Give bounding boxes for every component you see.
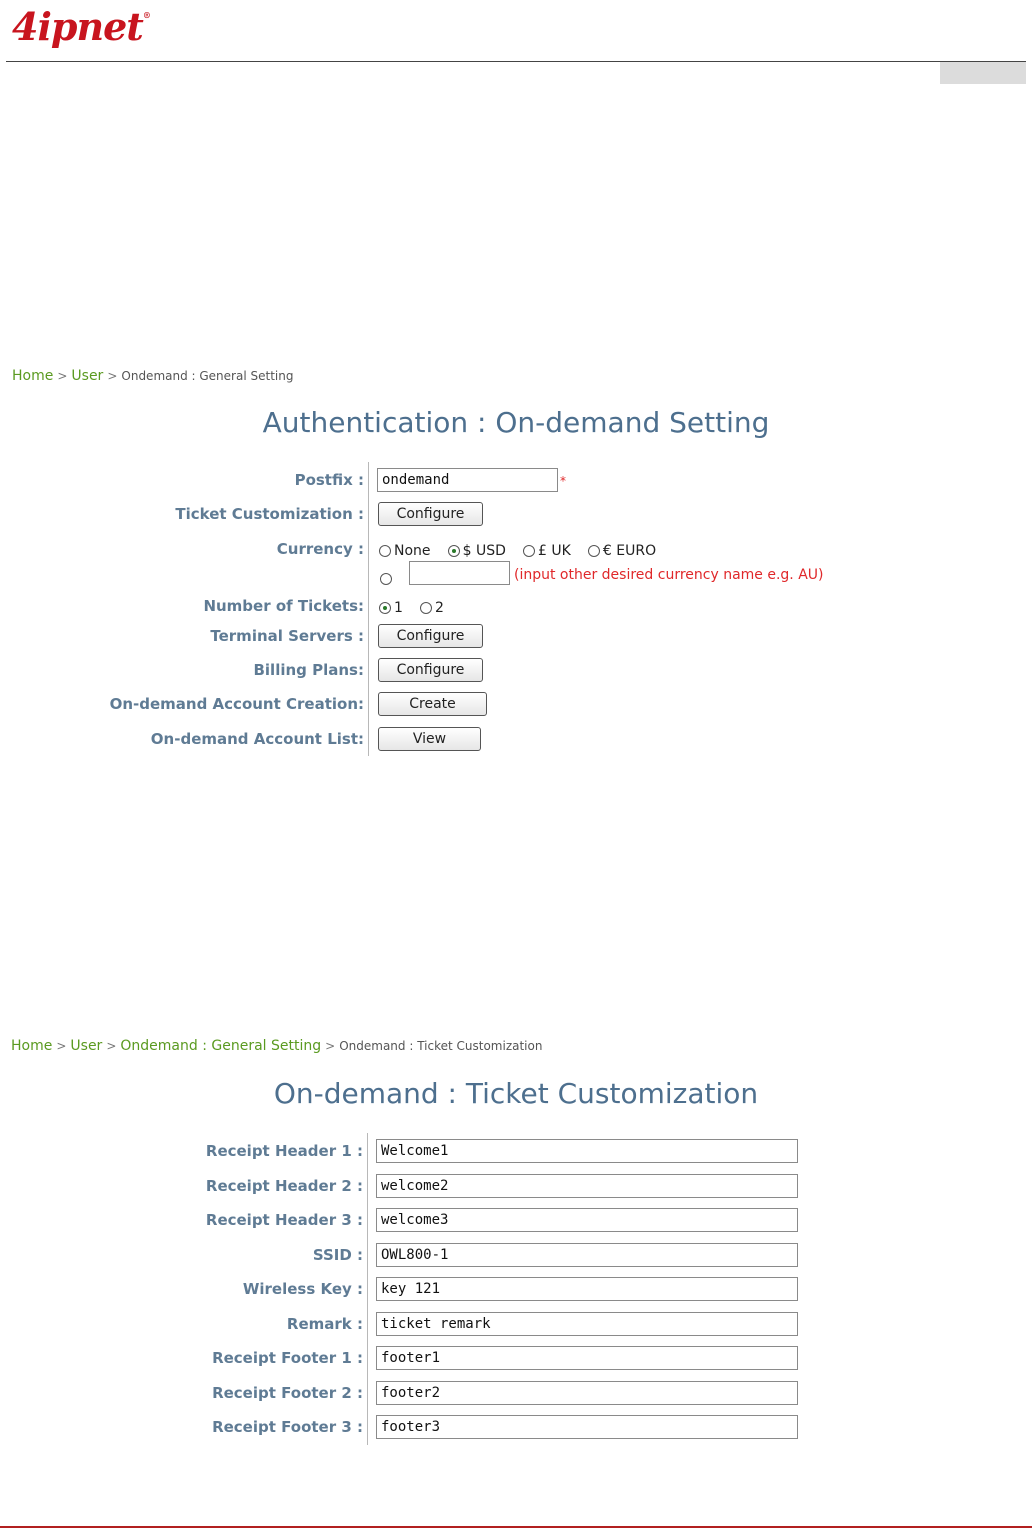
tickets-option-1[interactable]: 1 xyxy=(379,597,403,616)
postfix-label: Postfix : xyxy=(294,471,364,489)
receipt-header-1-label: Receipt Header 1 : xyxy=(205,1142,363,1160)
breadcrumb-home-link[interactable]: Home xyxy=(11,1038,53,1054)
form-divider xyxy=(368,462,369,756)
radio-uk[interactable] xyxy=(523,545,535,557)
radio-usd[interactable] xyxy=(448,545,460,557)
currency-option-none[interactable]: None xyxy=(379,540,431,559)
ssid-input[interactable] xyxy=(376,1243,798,1267)
required-mark: * xyxy=(560,474,566,488)
breadcrumb-home-link[interactable]: Home xyxy=(12,368,54,384)
receipt-header-3-label: Receipt Header 3 : xyxy=(205,1211,363,1229)
page-title: Authentication : On-demand Setting xyxy=(262,406,770,439)
billing-plans-label: Billing Plans: xyxy=(253,661,364,679)
custom-currency-hint: (input other desired currency name e.g. AU) xyxy=(514,567,824,583)
terminal-servers-configure-button[interactable]: Configure xyxy=(378,624,483,648)
radio-euro[interactable] xyxy=(588,545,600,557)
ticket-customization-configure-button[interactable]: Configure xyxy=(378,502,483,526)
receipt-footer-3-label: Receipt Footer 3 : xyxy=(212,1418,363,1436)
terminal-servers-label: Terminal Servers : xyxy=(210,627,364,645)
postfix-input[interactable] xyxy=(377,468,558,492)
page-title-2: On-demand : Ticket Customization xyxy=(273,1077,759,1110)
account-list-label: On-demand Account List: xyxy=(150,730,364,748)
number-of-tickets-label: Number of Tickets: xyxy=(203,597,364,615)
breadcrumb-general-setting-link[interactable]: Ondemand : General Setting xyxy=(120,1038,322,1054)
currency-option-euro[interactable]: € EURO xyxy=(588,540,656,559)
radio-none[interactable] xyxy=(379,545,391,557)
receipt-header-3-input[interactable] xyxy=(376,1208,798,1232)
remark-input[interactable] xyxy=(376,1312,798,1336)
receipt-footer-2-input[interactable] xyxy=(376,1381,798,1405)
breadcrumb-current: Ondemand : General Setting xyxy=(121,369,294,383)
currency-option-usd[interactable]: $ USD xyxy=(448,540,506,559)
currency-option-uk[interactable]: £ UK xyxy=(523,540,571,559)
wireless-key-label: Wireless Key : xyxy=(242,1280,363,1298)
wireless-key-input[interactable] xyxy=(376,1277,798,1301)
custom-currency-input[interactable] xyxy=(409,561,510,585)
brand-logo: 4ipnet® xyxy=(12,4,150,49)
radio-custom-currency[interactable] xyxy=(380,573,392,585)
breadcrumb-current: Ondemand : Ticket Customization xyxy=(339,1039,543,1053)
radio-tickets-2[interactable] xyxy=(420,602,432,614)
header-divider xyxy=(6,61,1026,62)
receipt-footer-1-input[interactable] xyxy=(376,1346,798,1370)
receipt-header-2-label: Receipt Header 2 : xyxy=(205,1177,363,1195)
account-list-view-button[interactable]: View xyxy=(378,727,481,751)
breadcrumb-user-link[interactable]: User xyxy=(70,1038,103,1054)
receipt-footer-3-input[interactable] xyxy=(376,1415,798,1439)
tickets-option-2[interactable]: 2 xyxy=(420,597,444,616)
receipt-header-2-input[interactable] xyxy=(376,1174,798,1198)
breadcrumb-2: Home > User > Ondemand : General Setting > Ondemand : Ticket Customization xyxy=(11,1038,543,1054)
footer-divider xyxy=(0,1526,1032,1528)
remark-label: Remark : xyxy=(286,1315,363,1333)
breadcrumb-user-link[interactable]: User xyxy=(71,368,104,384)
account-creation-label: On-demand Account Creation: xyxy=(109,695,364,713)
receipt-header-1-input[interactable] xyxy=(376,1139,798,1163)
form-divider-2 xyxy=(367,1133,368,1445)
account-create-button[interactable]: Create xyxy=(378,692,487,716)
header-tab-box xyxy=(940,62,1026,84)
currency-radio-group xyxy=(379,540,656,559)
radio-tickets-1[interactable] xyxy=(379,602,391,614)
ssid-label: SSID : xyxy=(312,1246,363,1264)
ticket-customization-label: Ticket Customization : xyxy=(175,505,364,523)
currency-label: Currency : xyxy=(276,540,364,558)
billing-plans-configure-button[interactable]: Configure xyxy=(378,658,483,682)
receipt-footer-1-label: Receipt Footer 1 : xyxy=(212,1349,363,1367)
breadcrumb: Home > User > Ondemand : General Setting xyxy=(12,368,294,384)
receipt-footer-2-label: Receipt Footer 2 : xyxy=(212,1384,363,1402)
tickets-radio-group xyxy=(379,597,444,616)
